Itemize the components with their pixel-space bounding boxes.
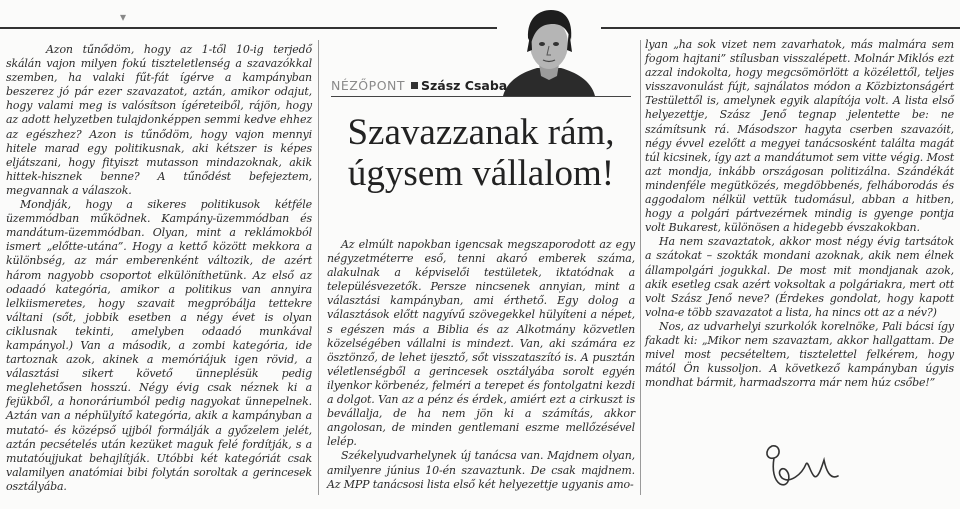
column-kicker: [331, 78, 507, 93]
author-name: Szász Csaba: [421, 78, 508, 93]
square-bullet-icon: [411, 82, 418, 89]
column-divider-right: [640, 40, 641, 495]
scan-artifact-mark: ▾: [120, 10, 127, 24]
paragraph: Nos, az udvarhelyi szurkolók korelnöke, Pali bácsi így fakadt ki: „Mikor nem szavaztam, akkor hallgattam. De mivel most pecsételtem, tisztelettel felkérem, hogy mától Ön kussoljon. A következő kampányban úgyis mondhat bármit, harmadszorra már nem húz csőbe!”: [645, 319, 954, 390]
paragraph: Mondják, hogy a sikeres politikusok kétféle üzemmódban működnek. Kampány-üzemmódban és mandátum-üzemmódban. Olyan, mint a reklámokból ismert „előtte-utána”. Hogy a kettő között mekkora a különbség, az már emberenként változik, de azért három nagyobb csoportot elkülöníthetünk. Az első az odaadó kategória, amikor a politikus van annyira lelkiismeretes, hogy szavait megpróbálja tettekre váltani (sőt, jobbik esetben a négy évet is olyan ciklusnak tekinti, amelyben odaadó munkával kampányol.) Van a második, a zombi kategória, ide tartoznak azok, akinek a memóriájuk igen rövid, a választási sikert követő ünneplésük pedig meglehetősen hosszú. Négy évig csak néznek ki a fejükből, a honoráriumból pedig nagyokat ünnepelnek. Aztán van a néphülyítő kategória, akik a kampányban a mutató- és középső ujjból formálják a győzelem jelét, aztán pecsételés után kezüket maguk felé fordítják, s a mutatóujjukat behajlítják. Utóbbi két kategóriát csak valamilyen anatómiai bibi folytán soroltak a gerincesek osztályába.: [6, 198, 312, 493]
paragraph: Azon tűnődöm, hogy az 1-től 10-ig terjedő skálán vajon milyen fokú tiszteletlenség a szavazókkal szemben, ha valaki fűt-fát ígérve a kampányban beszerez jó pár ezer szavazatot, aztán, amikor odajut, hogy valami meg is valósítson ígéreteiből, rájön, hogy az adott helyzetben tulajdonképpen semmi kedve ehhez az egészhez? Azon is tűnődöm, hogy vajon mennyi hitele marad egy politikusnak, aki kétszer is képes eljátszani, hogy fityiszt mutasson mindazoknak, akik hittek-hisznek benne? A tűnődést befejeztem, megvannak a válaszok.: [6, 43, 312, 197]
article-column-left: [6, 43, 312, 494]
author-signature: [758, 436, 848, 491]
paragraph: Az elmúlt napokban igencsak megszaporodott az egy négyzetméterre eső, tenni akaró emberek száma, alakulnak a képviselői testületek, iktatódnak a településvezetők. Persze nincsenek annyian, mint a választási kampányban, ami érthető. Egy dolog a választások előtt nagyívű szövegekkel hülyíteni a népet, s egészen más a Biblia és az Alkotmány közvetlen közelségében vállalni is mindezt. Van, aki számára ez ösztönző, de lehet ijesztő, sőt visszataszító is. A pusztán véletlenségből a gerincesek osztályába sorolt egyén ilyenkor körbenéz, felméri a terepet és fontolgatni kezdi a dolgot. Van az a pénz és érdek, amiért ezt a cirkuszt is bevállalja, de ha nem jön ki a számítás, akkor angolosan, de minden gentlemani eszme mellőzésével lelép.: [327, 238, 635, 449]
paragraph: Ha nem szavaztatok, akkor most négy évig tartsátok a szátokat – szokták mondani azoknak, akik nem élnek állampolgári jogukkal. De most mit mondjanak azok, akik esetleg csak azért voksoltak a polgáriakra, mert ott volt Szász Jenő neve? (Érdekes gondolat, hogy kapott volna-e több szavazatot a lista, ha nincs ott az a név?): [645, 235, 954, 319]
page-top-rule: [0, 27, 960, 29]
paragraph: lyan „ha sok vizet nem zavarhatok, más malmára sem fogom hajtani” stílusban visszalépett. Molnár Miklós ezt azzal indokolta, hogy megcsömörlött a közélettől, teljes visszavonulást fújt, sajnálatos módon a Közbiztonságért Testülettől is, amelynek egyik alapítója volt. A lista első helyezettje, Szász Jenő tegnap jelentette be: ne számítsunk rá. Másodszor hagyta cserben szavazóit, négy évvel ezelőtt a megyei tanácsosként találta magát túl kicsinek, így azt a mandátumot sem vitte végig. Most azt mondja, inkább országosan politizálna. Szándékát mindenféle megütközés, megdöbbenés, felháborodás és aggodalom nélkül vettük tudomásul, abban a hitben, hogy a polgári pártvezérnek mindig is gyenge pontja volt Bukarest, különösen a hidegebb évszakokban.: [645, 38, 954, 235]
paragraph: Székelyudvarhelynek új tanácsa van. Majdnem olyan, amilyenre június 10-én szavaztunk. De csak majdnem. Az MPP tanácsosi lista első két helyezettje ugyanis amo-: [327, 449, 635, 491]
article-column-right: [645, 38, 954, 390]
author-portrait: [497, 6, 601, 96]
headline: [327, 112, 635, 194]
column-divider-left: [318, 40, 319, 495]
article-column-middle: [327, 238, 635, 492]
kicker-label: NÉZŐPONT: [331, 78, 406, 93]
headline-line-2: úgysem vállalom!: [347, 153, 615, 194]
kicker-underline: [331, 96, 631, 97]
headline-line-1: Szavazzanak rám,: [347, 112, 615, 153]
